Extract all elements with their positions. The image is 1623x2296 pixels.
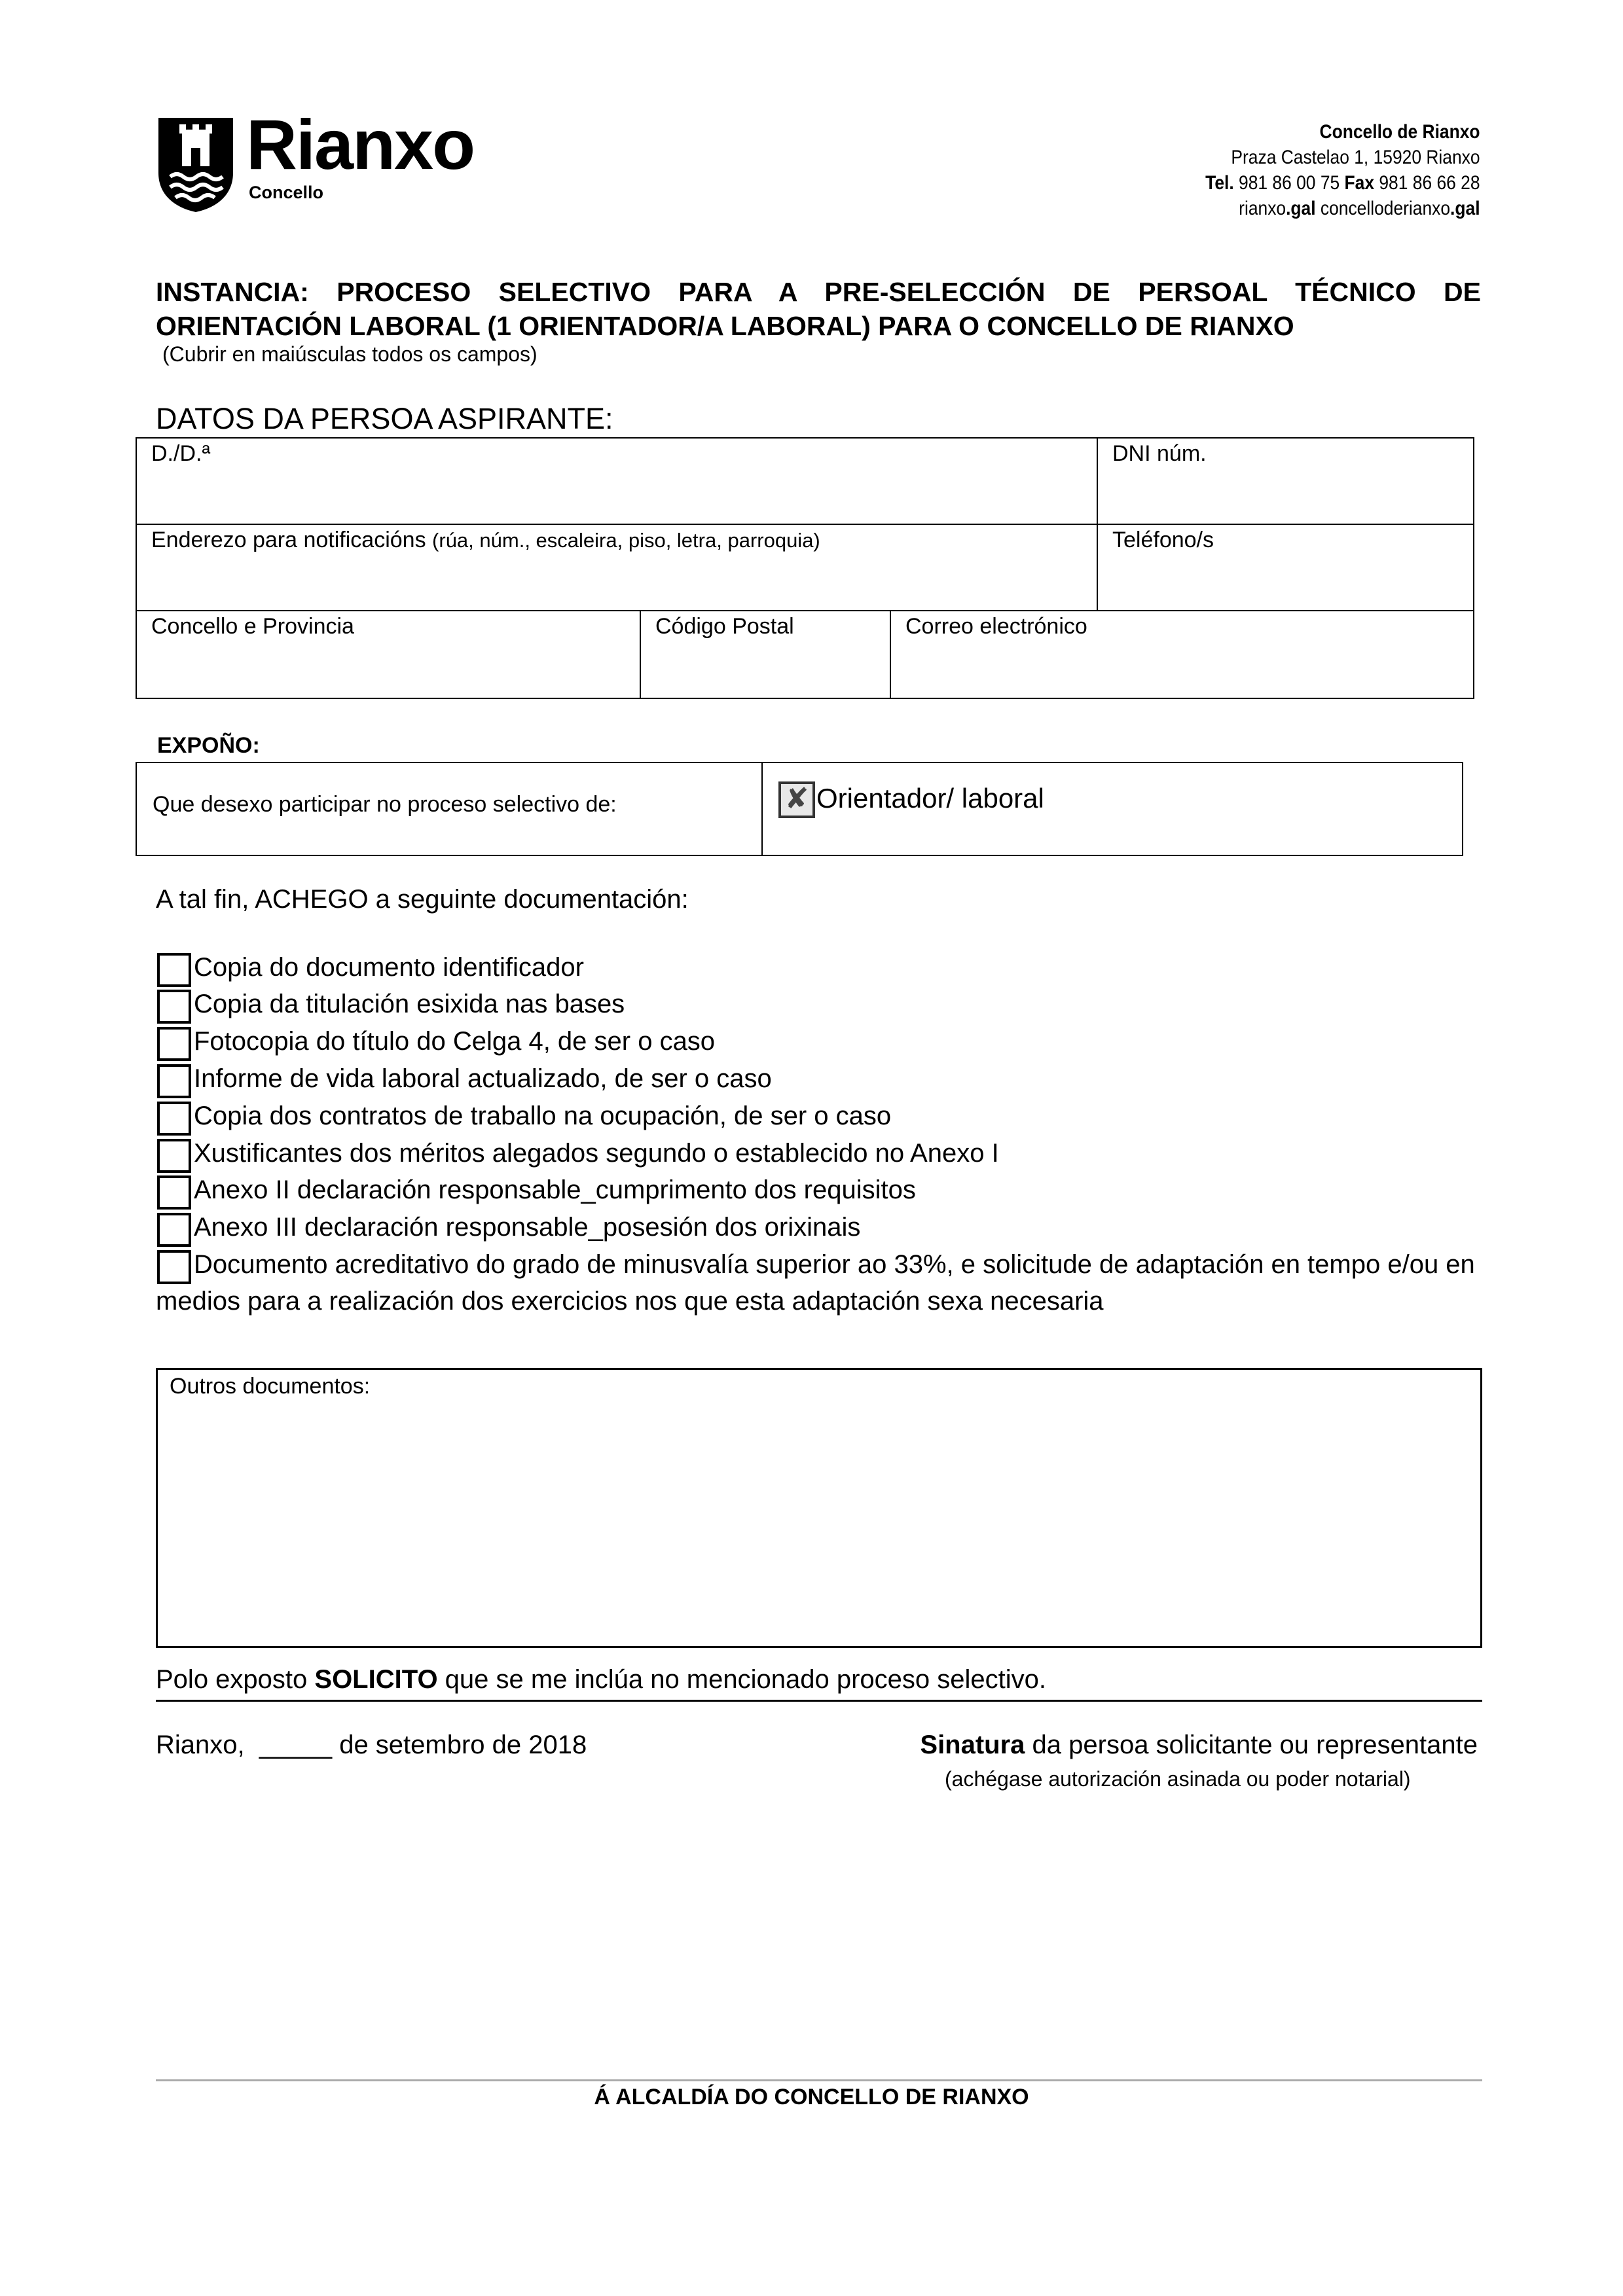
request-statement: Polo exposto SOLICITO que se me inclúa no mencionado proceso selectivo. (156, 1665, 1046, 1694)
doc-checkbox-8[interactable] (157, 1213, 191, 1247)
signature-note: (achégase autorización asinada ou poder notarial) (945, 1767, 1411, 1791)
phone-label: Teléfono/s (1112, 528, 1214, 552)
postal-code-label: Código Postal (655, 614, 794, 639)
documents-intro: A tal fin, ACHEGO a seguinte documentación: (156, 885, 689, 914)
municipality-label: Concello e Provincia (151, 614, 354, 639)
org-address: Praza Castelao 1, 15920 Rianxo (1231, 147, 1480, 168)
org-phones: Tel. 981 86 00 75 Fax 981 86 66 28 (1205, 172, 1480, 194)
doc-checkbox-2[interactable] (157, 990, 191, 1024)
doc-item-4: Informe de vida laboral actualizado, de ser o caso (194, 1064, 772, 1093)
doc-item-6: Xustificantes dos méritos alegados segundo o establecido no Anexo I (194, 1139, 999, 1168)
expono-text-cell (136, 762, 763, 856)
doc-item-9-continued: medios para a realización dos exercicios nos que esta adaptación sexa necesaria (156, 1287, 1104, 1316)
signature-label: Sinatura da persoa solicitante ou representante (920, 1731, 1478, 1759)
footer-recipient: Á ALCALDÍA DO CONCELLO DE RIANXO (594, 2085, 1029, 2109)
name-label: D./D.ª (151, 441, 211, 466)
contact-block (1206, 119, 1480, 221)
phone-field[interactable] (1097, 524, 1474, 611)
address-field[interactable] (136, 524, 1098, 611)
doc-checkbox-7[interactable] (157, 1175, 191, 1210)
doc-checkbox-4[interactable] (157, 1064, 191, 1098)
doc-item-8: Anexo III declaración responsable_posesión dos orixinais (194, 1213, 861, 1242)
place-date: Rianxo, _____ de setembro de 2018 (156, 1731, 587, 1759)
other-documents-label: Outros documentos: (170, 1374, 371, 1399)
name-field[interactable] (136, 437, 1098, 525)
divider (156, 1700, 1482, 1702)
doc-item-3: Fotocopia do título do Celga 4, de ser o caso (194, 1027, 716, 1056)
dni-field[interactable] (1097, 437, 1474, 525)
form-title: INSTANCIA: PROCESO SELECTIVO PARA A PRE-SELECCIÓN DE PERSOAL TÉCNICO DE ORIENTACIÓN LABORAL (1 ORIENTADOR/A LABORAL) PARA O CONCELLO DE RIANXO (156, 277, 1481, 341)
expono-title: EXPOÑO: (157, 733, 260, 758)
doc-item-9: Documento acreditativo do grado de minusvalía superior ao 33%, e solicitude de adaptación en tempo e/ou en (194, 1250, 1475, 1279)
doc-checkbox-5[interactable] (157, 1102, 191, 1136)
email-label: Correo electrónico (905, 614, 1087, 639)
doc-checkbox-1[interactable] (157, 953, 191, 987)
form-note: (Cubrir en maiúsculas todos os campos) (162, 342, 538, 366)
orientador-checkbox[interactable] (778, 781, 815, 818)
logo-subtitle: Concello (249, 183, 324, 202)
address-label: Enderezo para notificacións (rúa, núm., escaleira, piso, letra, parroquia) (151, 528, 820, 552)
email-field[interactable] (890, 610, 1474, 699)
logo-name: Rianxo (246, 105, 475, 184)
doc-checkbox-6[interactable] (157, 1139, 191, 1173)
expono-text: Que desexo participar no proceso selectivo de: (153, 792, 617, 817)
other-documents-field[interactable] (156, 1368, 1482, 1648)
check-mark-icon: ✘ (784, 783, 809, 815)
postal-code-field[interactable] (640, 610, 891, 699)
applicant-section-title: DATOS DA PERSOA ASPIRANTE: (156, 402, 613, 435)
concello-logo (156, 105, 522, 215)
doc-checkbox-3[interactable] (157, 1027, 191, 1061)
doc-checkbox-9[interactable] (157, 1250, 191, 1284)
dni-label: DNI núm. (1112, 441, 1207, 466)
org-web[interactable]: rianxo.gal concelloderianxo.gal (1239, 198, 1480, 219)
rianxo-shield-icon (156, 117, 236, 213)
org-name: Concello de Rianxo (1320, 121, 1480, 143)
municipality-field[interactable] (136, 610, 641, 699)
expono-option-cell (761, 762, 1463, 856)
footer-divider (156, 2079, 1482, 2081)
doc-item-5: Copia dos contratos de traballo na ocupación, de ser o caso (194, 1102, 892, 1130)
doc-item-7: Anexo II declaración responsable_cumprimento dos requisitos (194, 1175, 916, 1204)
doc-item-1: Copia do documento identificador (194, 953, 584, 982)
doc-item-2: Copia da titulación esixida nas bases (194, 990, 625, 1018)
orientador-label: Orientador/ laboral (816, 783, 1044, 814)
